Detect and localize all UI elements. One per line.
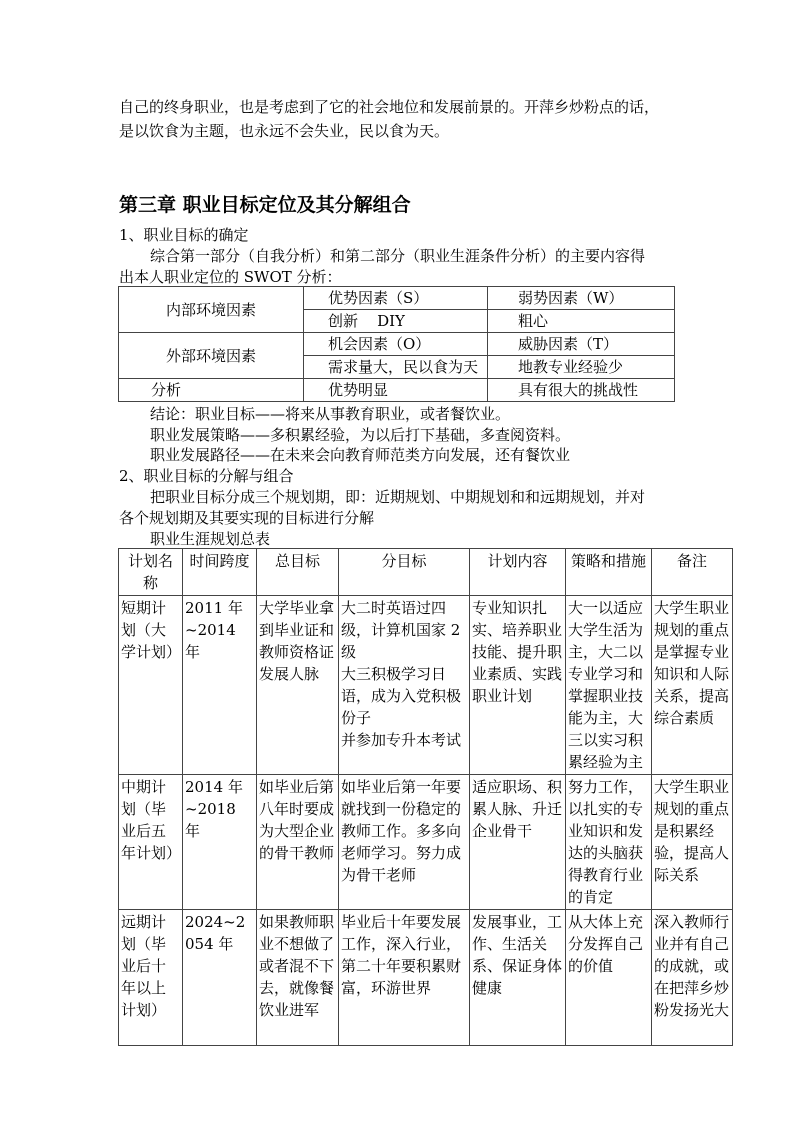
- plan-row-name: 短期计划（大学计划）: [119, 596, 183, 775]
- swot-opportunity-label: 机会因素（O）: [304, 333, 488, 356]
- plan-row-goal: 大学毕业拿到毕业证和教师资格证发展人脉: [257, 596, 339, 775]
- plan-table: [118, 548, 733, 1046]
- plan-table-title: 职业生涯规划总表: [150, 530, 271, 548]
- plan-row-long: [119, 910, 733, 1046]
- section2-para-line-1: 把职业目标分成三个规划期，即：近期规划、中期规划和和远期规划，并对: [150, 488, 646, 506]
- swot-strength-value: 创新 DIY: [304, 310, 488, 333]
- plan-row-content: 发展事业，工作、生活关系、保证身体健康: [470, 910, 566, 1046]
- swot-table: [118, 286, 675, 402]
- plan-header-goal: 总目标: [257, 549, 339, 596]
- plan-row-note: 大学生职业规划的重点是积累经验，提高人际关系: [652, 775, 733, 910]
- plan-header-span: 时间跨度: [183, 549, 257, 596]
- swot-threat-label: 威胁因素（T）: [488, 333, 675, 356]
- plan-header-strategy: 策略和措施: [566, 549, 652, 596]
- conclusion-path: 职业发展路径——在未来会向教育师范类方向发展，还有餐饮业: [150, 446, 571, 464]
- plan-subgoal-part: 并参加专升本考试: [341, 731, 462, 749]
- section2-heading: 2、职业目标的分解与组合: [119, 467, 294, 485]
- plan-row-span: 2011 年~2014 年: [183, 596, 257, 775]
- plan-subgoal-part: 大二时英语过四级，计算机国家 2 级: [341, 599, 461, 661]
- plan-subgoal-part: 大三积极学习日语，成为入党积极份子: [341, 665, 462, 727]
- swot-weakness-value: 粗心: [488, 310, 675, 333]
- swot-analysis-left: 优势明显: [304, 379, 488, 402]
- plan-row-strategy: 努力工作，以扎实的专业知识和发达的头脑获得教育行业的肯定: [566, 775, 652, 910]
- plan-header-content: 计划内容: [470, 549, 566, 596]
- plan-row-subgoal: 如毕业后第一年要就找到一份稳定的教师工作。多多向老师学习。努力成为骨干老师: [339, 775, 470, 910]
- swot-opportunity-value: 需求量大，民以食为天: [304, 356, 488, 379]
- plan-row-subgoal: 毕业后十年要发展工作，深入行业，第二十年要积累财富，环游世界: [339, 910, 470, 1046]
- plan-row-goal: 如毕业后第八年时要成为大型企业的骨干教师: [257, 775, 339, 910]
- section1-heading: 1、职业目标的确定: [119, 226, 249, 244]
- conclusion-strategy: 职业发展策略——多积累经验，为以后打下基础，多查阅资料。: [150, 426, 571, 444]
- plan-row-mid: [119, 775, 733, 910]
- chapter-title: 第三章 职业目标定位及其分解组合: [119, 194, 411, 216]
- swot-analysis-label: 分析: [119, 379, 304, 402]
- swot-analysis-right: 具有很大的挑战性: [488, 379, 675, 402]
- plan-row-content: 专业知识扎实、培养职业技能、提升职业素质、实践职业计划: [470, 596, 566, 775]
- section1-para-line-1: 综合第一部分（自我分析）和第二部分（职业生涯条件分析）的主要内容得: [150, 247, 646, 265]
- plan-row-name: 中期计划（毕业后五年计划）: [119, 775, 183, 910]
- plan-header-subgoal: 分目标: [339, 549, 470, 596]
- plan-row-span: 2014 年~2018 年: [183, 775, 257, 910]
- plan-row-span: 2024~2054 年: [183, 910, 257, 1046]
- section2-para-line-2: 各个规划期及其要实现的目标进行分解: [119, 509, 375, 527]
- swot-weakness-label: 弱势因素（W）: [488, 287, 675, 310]
- plan-row-short: [119, 596, 733, 775]
- swot-threat-value: 地教专业经验少: [488, 356, 675, 379]
- plan-row-goal: 如果教师职业不想做了或者混不下去，就像餐饮业进军: [257, 910, 339, 1046]
- plan-row-note: 深入教师行业并有自己的成就，或在把萍乡炒粉发扬光大: [652, 910, 733, 1046]
- plan-row-content: 适应职场、积累人脉、升迁企业骨干: [470, 775, 566, 910]
- intro-line-1: 自己的终身职业，也是考虑到了它的社会地位和发展前景的。开萍乡炒粉点的话，: [119, 98, 660, 116]
- plan-header-row: [119, 549, 733, 596]
- plan-row-strategy: 大一以适应大学生活为主，大二以专业学习和掌握职业技能为主，大三以实习积累经验为主: [566, 596, 652, 775]
- plan-row-strategy: 从大体上充分发挥自己的价值: [566, 910, 652, 1046]
- plan-row-subgoal: [339, 596, 470, 775]
- swot-strength-label: 优势因素（S）: [304, 287, 488, 310]
- plan-header-note: 备注: [652, 549, 733, 596]
- swot-internal-label: 内部环境因素: [119, 287, 304, 333]
- swot-row-external-1: [119, 333, 675, 356]
- section1-para-line-2: 出本人职业定位的 SWOT 分析：: [119, 268, 342, 286]
- plan-row-note: 大学生职业规划的重点是掌握专业知识和人际关系，提高综合素质: [652, 596, 733, 775]
- conclusion-goal: 结论：职业目标——将来从事教育职业，或者餐饮业。: [150, 405, 511, 423]
- plan-header-name: 计划名称: [119, 549, 183, 596]
- swot-external-label: 外部环境因素: [119, 333, 304, 379]
- swot-row-internal-1: [119, 287, 675, 310]
- plan-row-name: 远期计划（毕业后十年以上计划）: [119, 910, 183, 1046]
- intro-line-2: 是以饮食为主题，也永远不会失业，民以食为天。: [119, 122, 450, 140]
- swot-row-analysis: [119, 379, 675, 402]
